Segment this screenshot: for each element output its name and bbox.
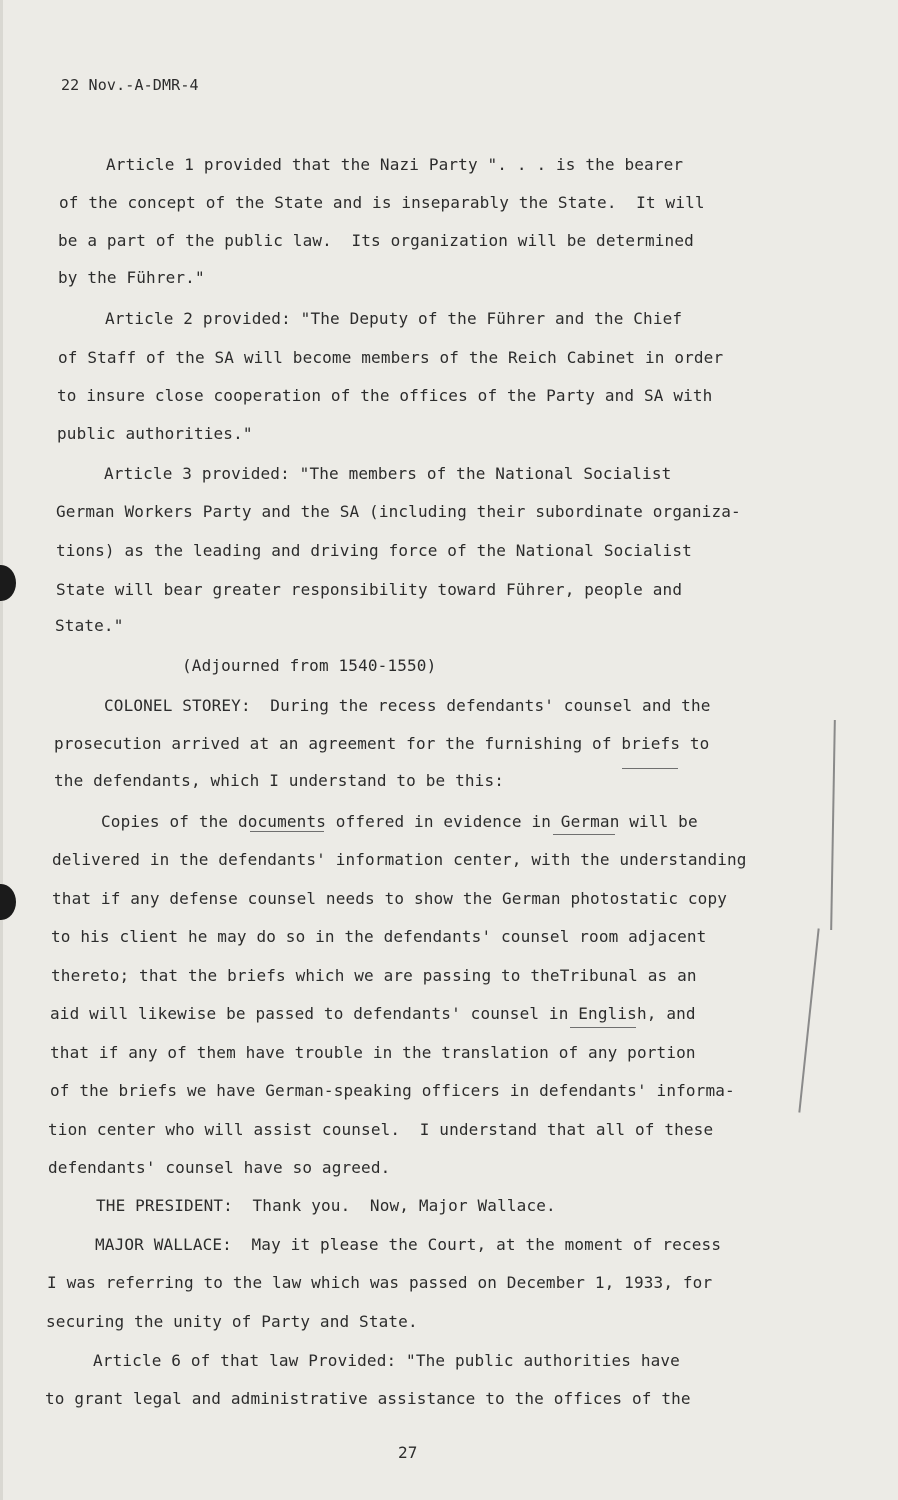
- text-line-29: MAJOR WALLACE: May it please the Court, at the moment of recess: [95, 1235, 722, 1254]
- text-line-22: thereto; that the briefs which we are passing to theTribunal as an: [51, 966, 697, 985]
- text-line-19: delivered in the defendants' information center, with the understanding: [52, 850, 747, 869]
- text-line-7: to insure close cooperation of the offices of the Party and SA with: [57, 386, 713, 405]
- text-line-20: that if any defense counsel needs to show the German photostatic copy: [52, 889, 728, 908]
- text-line-23: aid will likewise be passed to defendants' counsel in English, and: [50, 1004, 696, 1023]
- text-line-21: to his client he may do so in the defendants' counsel room adjacent: [51, 927, 707, 946]
- text-line-9: Article 3 provided: "The members of the National Socialist: [104, 464, 672, 483]
- text-line-25: of the briefs we have German-speaking officers in defendants' informa-: [50, 1081, 735, 1100]
- pencil-underline-german: [553, 834, 615, 835]
- text-line-10: German Workers Party and the SA (including their subordinate organiza-: [56, 502, 741, 521]
- pencil-underline-english: [570, 1027, 636, 1028]
- text-line-18: Copies of the documents offered in evidence in German will be: [101, 812, 698, 831]
- text-line-3: be a part of the public law. Its organization will be determined: [58, 231, 694, 250]
- text-line-31: securing the unity of Party and State.: [46, 1312, 418, 1331]
- text-line-4: by the Führer.": [58, 268, 205, 287]
- text-line-27: defendants' counsel have so agreed.: [48, 1158, 391, 1177]
- text-line-17: the defendants, which I understand to be this:: [54, 771, 505, 790]
- page-edge: [0, 0, 3, 1500]
- text-line-5: Article 2 provided: "The Deputy of the Führer and the Chief: [105, 309, 683, 328]
- margin-pencil-line-2: [798, 928, 819, 1112]
- margin-pencil-line-1: [830, 720, 836, 930]
- text-line-13: State.": [55, 616, 124, 635]
- document-header: 22 Nov.-A-DMR-4: [61, 76, 199, 94]
- text-line-33: to grant legal and administrative assistance to the offices of the: [45, 1389, 691, 1408]
- page-number: 27: [398, 1443, 418, 1462]
- text-line-15: COLONEL STOREY: During the recess defendants' counsel and the: [104, 696, 711, 715]
- text-line-8: public authorities.": [57, 424, 253, 443]
- text-line-1: Article 1 provided that the Nazi Party ". . . is the bearer: [106, 155, 684, 174]
- punch-hole-upper: [0, 565, 16, 601]
- text-line-16: prosecution arrived at an agreement for the furnishing of briefs to: [54, 734, 710, 753]
- text-line-14: (Adjourned from 1540-1550): [182, 656, 437, 675]
- text-line-24: that if any of them have trouble in the translation of any portion: [50, 1043, 696, 1062]
- text-line-26: tion center who will assist counsel. I understand that all of these: [48, 1120, 714, 1139]
- text-line-28: THE PRESIDENT: Thank you. Now, Major Wallace.: [96, 1196, 556, 1215]
- text-line-30: I was referring to the law which was passed on December 1, 1933, for: [47, 1273, 713, 1292]
- pencil-underline-briefs: [622, 768, 678, 769]
- text-line-32: Article 6 of that law Provided: "The public authorities have: [93, 1351, 680, 1370]
- text-line-12: State will bear greater responsibility toward Führer, people and: [56, 580, 683, 599]
- text-line-2: of the concept of the State and is inseparably the State. It will: [59, 193, 705, 212]
- text-line-6: of Staff of the SA will become members of the Reich Cabinet in order: [58, 348, 724, 367]
- punch-hole-lower: [0, 884, 16, 920]
- text-line-11: tions) as the leading and driving force of the National Socialist: [56, 541, 692, 560]
